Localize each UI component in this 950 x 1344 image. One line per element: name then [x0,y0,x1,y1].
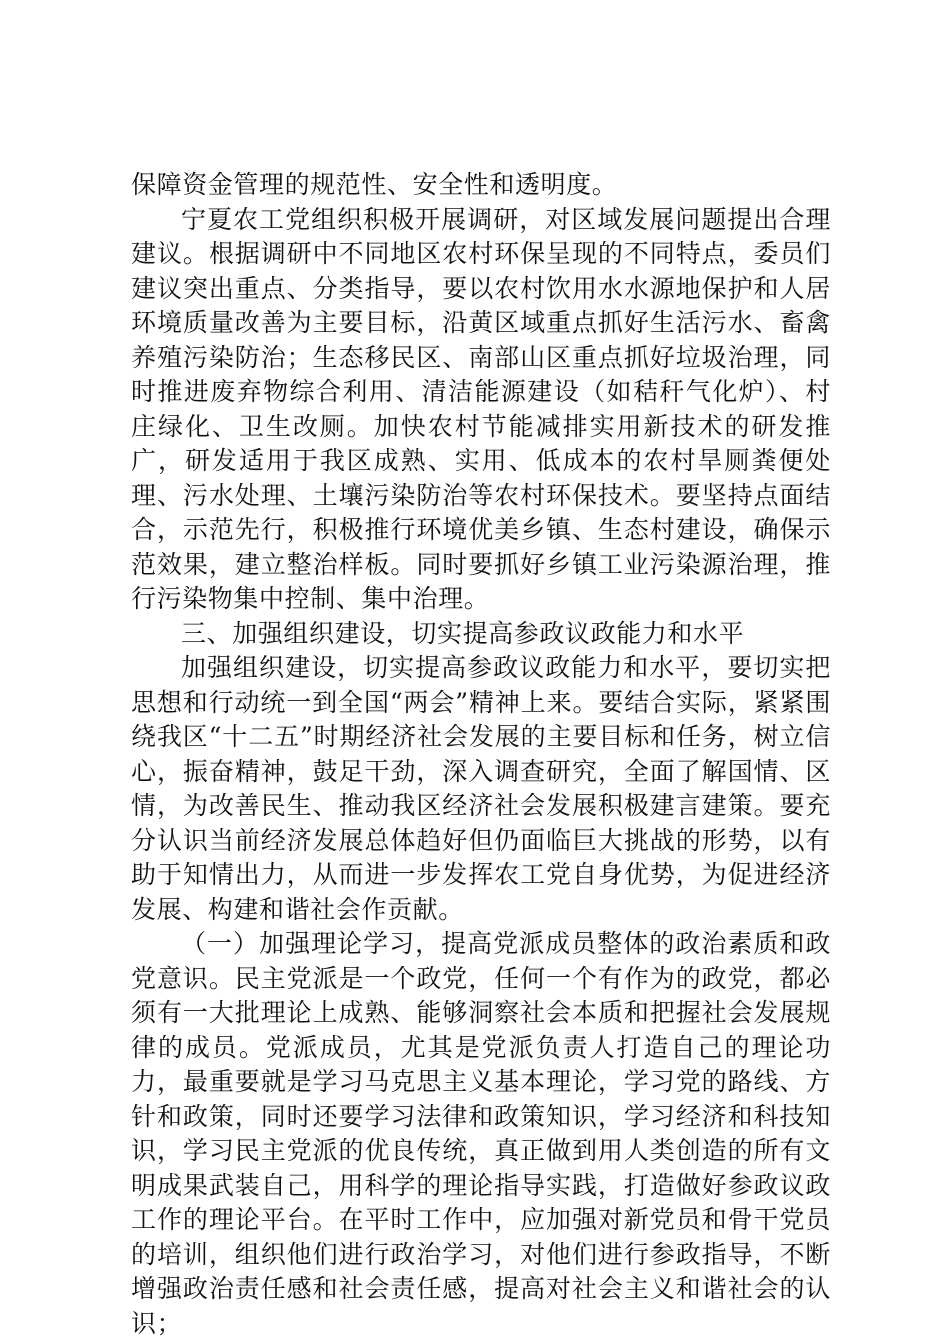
paragraph-research-proposals: 宁夏农工党组织积极开展调研，对区域发展问题提出合理建议。根据调研中不同地区农村环保呈现的不同特点，委员们建议突出重点、分类指导，要以农村饮用水水源地保护和人居环境质量改善为主要目标，沿黄区域重点抓好生活污水、畜禽养殖污染防治；生态移民区、南部山区重点抓好垃圾治理，同时推进废弃物综合利用、清洁能源建设（如秸秆气化炉）、村庄绿化、卫生改厕。加快农村节能减排实用新技术的研发推广，研发适用于我区成熟、实用、低成本的农村旱厕粪便处理、污水处理、土壤污染防治等农村环保技术。要坚持点面结合，示范先行，积极推行环境优美乡镇、生态村建设，确保示范效果，建立整治样板。同时要抓好乡镇工业污染源治理，推行污染物集中控制、集中治理。 [131,204,831,613]
paragraph-continuation: 保障资金管理的规范性、安全性和透明度。 [131,170,618,199]
paragraph-organization-building: 加强组织建设，切实提高参政议政能力和水平，要切实把思想和行动统一到全国“两会”精神上来。要结合实际，紧紧围绕我区“十二五”时期经济社会发展的主要目标和任务，树立信心，振奋精神，鼓足干劲，深入调查研究，全面了解国情、区情，为改善民生、推动我区经济社会发展积极建言建策。要充分认识当前经济发展总体趋好但仍面临巨大挑战的形势，以有助于知情出力，从而进一步发挥农工党自身优势，为促进经济发展、构建和谐社会作贡献。 [131,653,831,924]
document-body [131,168,831,1341]
paragraph-theory-study: （一）加强理论学习，提高党派成员整体的政治素质和政党意识。民主党派是一个政党，任何一个有作为的政党，都必须有一大批理论上成熟、能够洞察社会本质和把握社会发展规律的成员。党派成员，尤其是党派负责人打造自己的理论功力，最重要就是学习马克思主义基本理论，学习党的路线、方针和政策，同时还要学习法律和政策知识，学习经济和科技知识，学习民主党派的优良传统，真正做到用人类创造的所有文明成果武装自己，用科学的理论指导实践，打造做好参政议政工作的理论平台。在平时工作中，应加强对新党员和骨干党员的培训，组织他们进行政治学习，对他们进行参政指导，不断增强政治责任感和社会责任感，提高对社会主义和谐社会的认识； [131,929,831,1338]
section-heading-organization: 三、加强组织建设，切实提高参政议政能力和水平 [181,618,745,648]
